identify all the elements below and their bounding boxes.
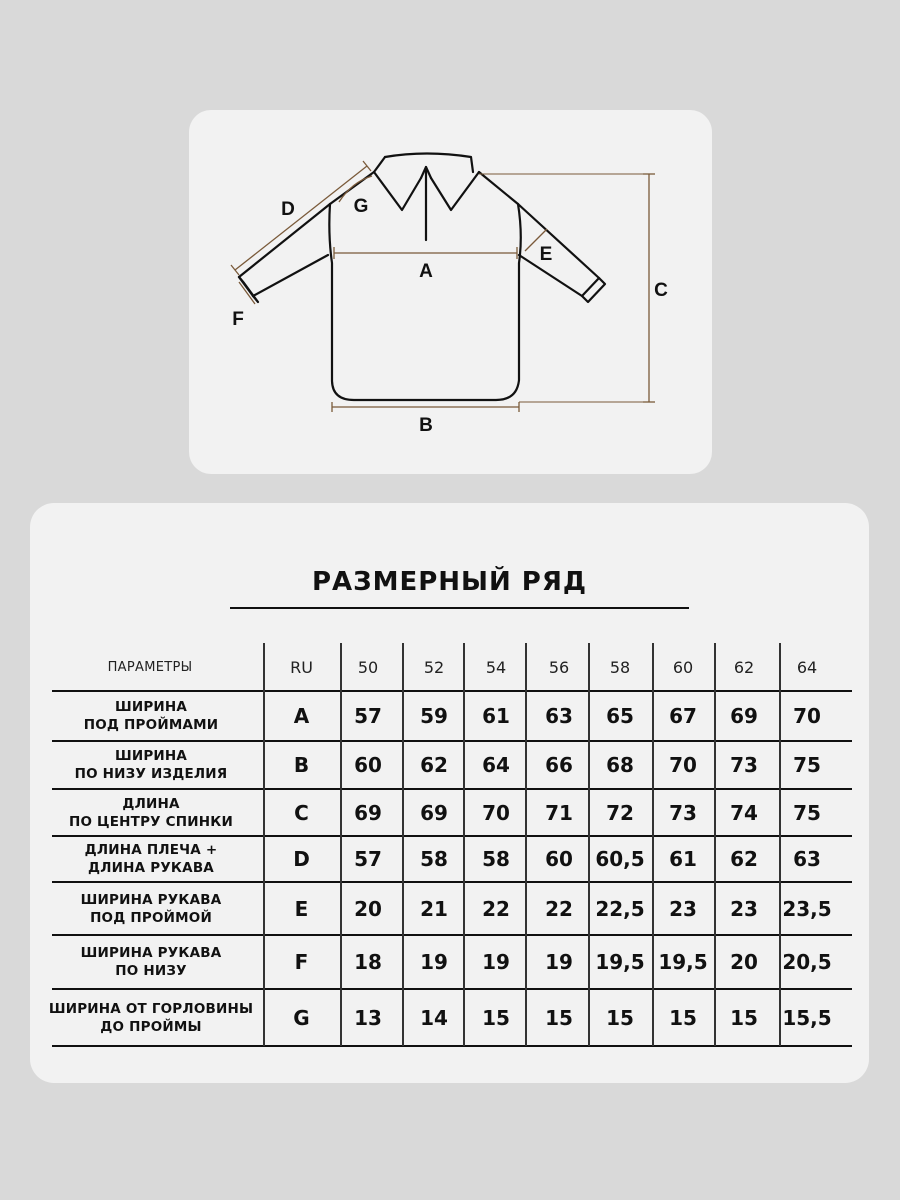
- column-divider: [525, 643, 527, 1046]
- shirt-diagram: [189, 110, 712, 474]
- size-value: 19,5: [595, 950, 645, 974]
- size-value: 66: [545, 753, 573, 777]
- row-divider: [52, 740, 852, 742]
- row-divider: [52, 934, 852, 936]
- header-size: 58: [609, 657, 631, 677]
- parameter-line-2: ДО ПРОЙМЫ: [100, 1018, 202, 1035]
- header-size: 54: [485, 657, 507, 677]
- parameter-name: [40, 691, 262, 741]
- parameter-line-2: ПО ЦЕНТРУ СПИНКИ: [68, 813, 234, 830]
- size-value: 19: [545, 950, 573, 974]
- row-divider: [52, 788, 852, 790]
- parameter-line-2: ПОД ПРОЙМАМИ: [83, 717, 219, 733]
- column-divider: [263, 643, 265, 1046]
- size-value: 74: [730, 800, 758, 825]
- size-value: 18: [354, 950, 382, 974]
- column-divider: [714, 643, 716, 1046]
- column-divider: [402, 643, 404, 1046]
- header-size: 62: [733, 657, 755, 677]
- size-value: 15: [730, 1005, 758, 1030]
- parameter-name: [40, 741, 262, 789]
- size-value: 15: [606, 1005, 634, 1030]
- size-value: 19: [420, 950, 448, 974]
- size-value: 75: [793, 753, 821, 777]
- size-value: 62: [420, 753, 448, 777]
- column-divider: [652, 643, 654, 1046]
- parameter-line-2: ПО НИЗУ: [115, 963, 187, 979]
- parameter-line-1: ШИРИНА: [114, 748, 188, 764]
- size-value: 60: [354, 753, 382, 777]
- size-table-card: [30, 503, 869, 1083]
- parameter-line-1: ШИРИНА РУКАВА: [80, 891, 222, 908]
- size-value: 70: [669, 753, 697, 777]
- row-divider: [52, 690, 852, 692]
- header-size: 64: [796, 657, 818, 677]
- size-value: 15: [669, 1005, 697, 1030]
- size-value: 70: [482, 800, 510, 825]
- size-value: 13: [354, 1005, 382, 1030]
- parameter-name: [40, 935, 262, 989]
- size-value: 70: [793, 704, 821, 728]
- size-value: 68: [606, 753, 634, 777]
- size-value: 73: [730, 753, 758, 777]
- parameter-code: E: [294, 896, 309, 921]
- table-title: РАЗМЕРНЫЙ РЯД: [311, 567, 588, 597]
- size-value: 20: [354, 896, 382, 921]
- column-divider: [340, 643, 342, 1046]
- size-value: 71: [545, 800, 573, 825]
- size-value: 19,5: [658, 950, 708, 974]
- label-d: D: [281, 199, 295, 220]
- parameter-code: B: [293, 753, 310, 777]
- size-value: 65: [606, 704, 634, 728]
- size-value: 23: [669, 896, 697, 921]
- size-value: 58: [482, 847, 510, 871]
- header-size: 56: [548, 657, 570, 677]
- size-value: 60: [545, 847, 573, 871]
- size-value: 58: [420, 847, 448, 871]
- size-value: 23: [730, 896, 758, 921]
- parameter-line-2: ДЛИНА РУКАВА: [88, 860, 214, 876]
- parameter-code: D: [293, 847, 310, 871]
- size-value: 60,5: [595, 847, 645, 871]
- header-ru: RU: [290, 657, 313, 677]
- parameter-code: F: [294, 950, 309, 974]
- size-value: 20,5: [782, 950, 832, 974]
- size-value: 62: [730, 847, 758, 871]
- parameter-line-1: ДЛИНА ПЛЕЧА +: [84, 842, 218, 858]
- row-divider: [52, 1045, 852, 1047]
- parameter-name: [40, 789, 262, 836]
- header-size: 50: [357, 657, 379, 677]
- size-value: 15: [545, 1005, 573, 1030]
- size-value: 15: [482, 1005, 510, 1030]
- size-value: 75: [793, 800, 821, 825]
- parameter-code: A: [293, 704, 310, 728]
- row-divider: [52, 835, 852, 837]
- size-table: [30, 503, 869, 1083]
- header-size: 60: [672, 657, 694, 677]
- label-e: E: [539, 244, 553, 265]
- parameter-code: C: [294, 800, 309, 825]
- label-a: A: [419, 261, 433, 282]
- size-value: 61: [482, 704, 510, 728]
- parameter-name: [40, 989, 262, 1046]
- size-value: 22: [482, 896, 510, 921]
- size-value: 14: [420, 1005, 448, 1030]
- row-divider: [52, 881, 852, 883]
- column-divider: [779, 643, 781, 1046]
- size-value: 22: [545, 896, 573, 921]
- size-value: 21: [420, 896, 448, 921]
- parameter-line-1: ШИРИНА РУКАВА: [80, 945, 222, 961]
- size-value: 69: [354, 800, 382, 825]
- parameter-line-1: ШИРИНА ОТ ГОРЛОВИНЫ: [48, 1000, 254, 1017]
- size-value: 22,5: [595, 896, 645, 921]
- size-value: 63: [793, 847, 821, 871]
- measurement-diagram-card: [189, 110, 712, 474]
- size-value: 64: [482, 753, 510, 777]
- column-divider: [588, 643, 590, 1046]
- parameter-line-2: ПО НИЗУ ИЗДЕЛИЯ: [74, 766, 228, 782]
- size-value: 15,5: [782, 1005, 832, 1030]
- size-value: 63: [545, 704, 573, 728]
- size-value: 73: [669, 800, 697, 825]
- parameter-name: [40, 882, 262, 935]
- row-divider: [52, 988, 852, 990]
- size-value: 20: [730, 950, 758, 974]
- parameter-line-1: ШИРИНА: [114, 699, 188, 715]
- label-f: F: [232, 309, 244, 330]
- size-value: 61: [669, 847, 697, 871]
- size-value: 57: [354, 847, 382, 871]
- size-value: 72: [606, 800, 634, 825]
- label-b: B: [419, 415, 433, 436]
- label-c: C: [654, 280, 668, 301]
- size-value: 57: [354, 704, 382, 728]
- size-value: 59: [420, 704, 448, 728]
- size-value: 23,5: [782, 896, 832, 921]
- header-size: 52: [423, 657, 445, 677]
- size-value: 67: [669, 704, 697, 728]
- parameter-code: G: [293, 1005, 310, 1030]
- parameter-name: [40, 836, 262, 882]
- size-value: 69: [730, 704, 758, 728]
- size-value: 19: [482, 950, 510, 974]
- size-value: 69: [420, 800, 448, 825]
- label-g: G: [353, 196, 369, 217]
- column-divider: [463, 643, 465, 1046]
- header-params: ПАРАМЕТРЫ: [107, 659, 193, 675]
- parameter-line-1: ДЛИНА: [122, 795, 180, 812]
- parameter-line-2: ПОД ПРОЙМОЙ: [90, 909, 212, 926]
